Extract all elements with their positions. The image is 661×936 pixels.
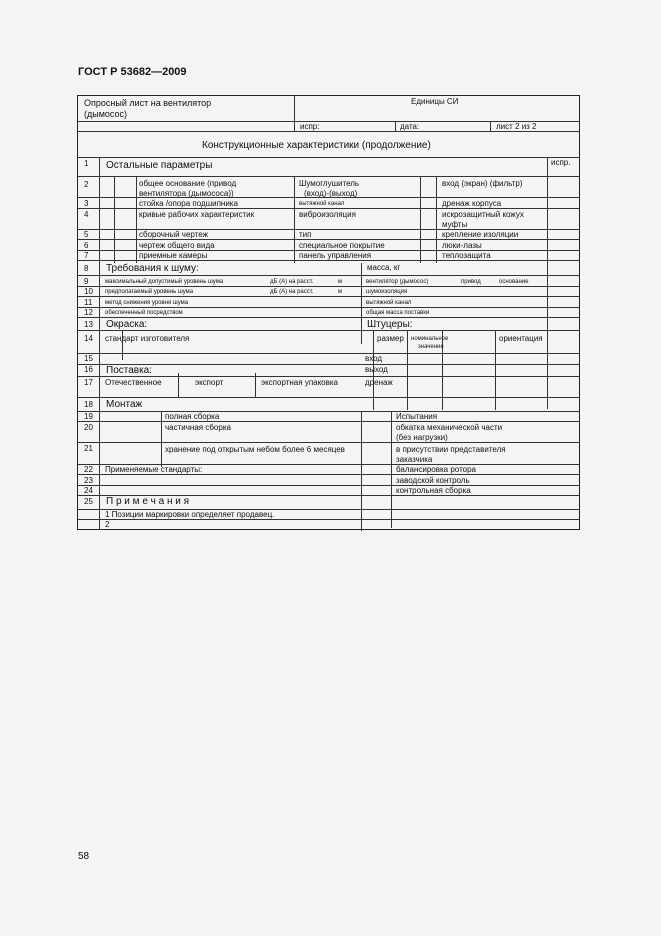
row-number: 8: [84, 264, 89, 273]
provided-by-label: обеспеченный посредством: [105, 310, 183, 316]
delivery-export-packing: экспортная упаковка: [261, 378, 339, 387]
row-number: 25: [84, 497, 93, 506]
sheet-number: лист 2 из 2: [496, 122, 537, 131]
rule: [495, 330, 496, 410]
page-number: 58: [78, 851, 90, 862]
row-number: 6: [84, 241, 89, 250]
option-silencer: Шумоглушитель: [299, 179, 360, 188]
option-exhaust-duct: вытяжной канал: [299, 201, 345, 207]
rule: [78, 176, 579, 177]
option-insulation-mounting: крепление изоляции: [442, 230, 519, 239]
option-customer-witness: в присутствии представителя: [396, 445, 506, 454]
rule: [78, 519, 579, 520]
rule: [490, 121, 491, 131]
row-number: 3: [84, 199, 89, 208]
section-notes: П р и м е ч а н и я: [106, 496, 190, 507]
row-number: 15: [84, 354, 93, 363]
option-factory-inspection: заводской контроль: [396, 476, 470, 485]
connection-inlet: вход: [365, 354, 383, 363]
mass-sound-insulation-label: шумоизоляция: [366, 289, 408, 295]
section-installation: Монтаж: [106, 399, 143, 410]
row-number: 13: [84, 320, 93, 329]
total-shipping-mass-label: общая масса поставки: [366, 310, 430, 316]
option-test-assembly: контрольная сборка: [396, 486, 471, 495]
rule: [78, 239, 579, 240]
rule: [361, 263, 362, 344]
option-performance-curves: кривые рабочих характеристик: [139, 210, 255, 219]
option-manholes: люки-лазы: [442, 241, 482, 250]
row-number: 21: [84, 444, 93, 453]
mass-exhaust-duct-label: вытяжной канал: [366, 300, 412, 306]
form-title: Опросный лист на вентилятор: [84, 98, 212, 108]
meters-unit: м: [338, 279, 343, 285]
row-number: 11: [84, 298, 93, 307]
revision-field[interactable]: испр:: [300, 122, 320, 131]
rule: [78, 307, 579, 308]
section-delivery: Поставка:: [106, 365, 153, 376]
rule: [78, 275, 579, 276]
rule: [78, 485, 579, 486]
row-number: 17: [84, 378, 93, 387]
row-number: 23: [84, 476, 93, 485]
option-customer-witness-cont: заказчика: [396, 455, 433, 464]
rule: [161, 411, 162, 467]
noise-db-distance-label: дБ (А) на расст.: [270, 279, 314, 285]
row-number: 22: [84, 465, 93, 474]
row-number: 12: [84, 308, 93, 317]
section-testing: Испытания: [396, 412, 438, 421]
rule: [395, 121, 396, 131]
row-number: 4: [84, 210, 89, 219]
connection-nominal-header-cont: значение: [418, 344, 444, 350]
row-number: 1: [84, 159, 89, 168]
max-noise-level-label: максимальный допустимый уровень шума: [105, 279, 224, 285]
section-noise-requirements: Требования к шуму:: [106, 263, 199, 274]
rule: [361, 411, 362, 531]
row-number: 18: [84, 400, 93, 409]
row-number: 20: [84, 423, 93, 432]
connection-drain: дренаж: [365, 378, 393, 387]
revision-column-label: испр.: [551, 158, 571, 167]
row-number: 7: [84, 251, 89, 260]
rule: [420, 176, 421, 263]
option-inlet-screen-filter: вход (экран) (фильтр): [442, 179, 523, 188]
date-field[interactable]: дата:: [400, 122, 420, 131]
units-label: Единицы СИ: [411, 97, 459, 106]
rule: [391, 411, 392, 528]
option-partial-assembly: частичная сборка: [165, 423, 231, 432]
rule: [78, 474, 579, 475]
rule: [78, 364, 579, 365]
rule: [136, 176, 137, 263]
rule: [436, 176, 437, 263]
row-number: 10: [84, 287, 93, 296]
option-assembly-drawing: сборочный чертеж: [139, 230, 208, 239]
rule: [407, 330, 408, 410]
expected-noise-level-label: предполагаемый уровень шума: [105, 289, 194, 295]
connection-outlet: выход: [365, 365, 388, 374]
rule: [78, 131, 579, 132]
rule: [78, 353, 579, 354]
rule: [78, 260, 579, 261]
rule: [78, 442, 579, 443]
row-number: 14: [84, 334, 93, 343]
note-1: 1 Позиции маркировки определяет продавец.: [105, 510, 275, 519]
rule: [99, 157, 100, 530]
mass-label: масса, кг: [367, 263, 401, 272]
option-full-assembly: полная сборка: [165, 412, 220, 421]
row-number: 24: [84, 486, 93, 495]
rule: [78, 421, 579, 422]
row-number: 2: [84, 180, 89, 189]
rule: [114, 176, 115, 263]
option-inlet-boxes: приемные камеры: [139, 251, 208, 260]
option-special-coating: специальное покрытие: [299, 241, 385, 250]
questionnaire-form: [77, 95, 580, 530]
rule: [78, 376, 579, 377]
option-silencer-cont: (вход)-(выход): [304, 189, 358, 198]
rule: [78, 296, 579, 297]
section-connections: Штуцеры:: [367, 319, 413, 330]
note-2: 2: [105, 520, 110, 529]
connection-nominal-header: номинальное: [411, 336, 449, 342]
rule: [294, 96, 295, 131]
rule: [547, 157, 548, 409]
connection-orientation-header: ориентация: [499, 334, 543, 343]
option-general-drawing: чертеж общего вида: [139, 241, 215, 250]
rule: [178, 373, 179, 398]
rule: [78, 317, 579, 318]
form-title-subtitle: (дымосос): [84, 109, 128, 119]
section-title: Конструкционные характеристики (продолжение): [202, 140, 431, 151]
option-common-base-cont: вентилятора (дымососа)): [139, 189, 234, 198]
option-heat-shield: теплозащита: [442, 251, 491, 260]
option-spark-guard: искрозащитный кожух: [442, 210, 524, 219]
option-type: тип: [299, 230, 312, 239]
section-painting: Окраска:: [106, 319, 148, 330]
mass-drive-label: привод: [461, 279, 481, 285]
option-rotor-balancing: балансировка ротора: [396, 465, 476, 474]
noise-reduction-method-label: метод снижения уровня шума: [105, 300, 189, 306]
section-other-parameters: Остальные параметры: [106, 160, 213, 171]
option-spark-guard-cont: муфты: [442, 220, 468, 229]
row-number: 19: [84, 412, 93, 421]
option-casing-drain: дренаж корпуса: [442, 199, 502, 208]
document-header: ГОСТ Р 53682—2009: [78, 66, 187, 78]
option-common-base: общее основание (привод: [139, 179, 237, 188]
rule: [78, 397, 579, 398]
delivery-domestic: Отечественное: [105, 378, 162, 387]
mass-fan-label: вентилятор (дымосос): [366, 279, 429, 285]
option-mechanical-run-test: обкатка механической части: [396, 423, 503, 432]
row-number: 5: [84, 230, 89, 239]
rule: [255, 373, 256, 398]
option-control-panel: панель управления: [299, 251, 372, 260]
rule: [78, 157, 579, 158]
rule: [78, 286, 579, 287]
mass-base-label: основание: [499, 279, 529, 285]
rule: [294, 176, 295, 263]
option-bearing-pedestal: стойка /опора подшипника: [139, 199, 238, 208]
delivery-export: экспорт: [195, 378, 224, 387]
manufacturer-standard: стандарт изготовителя: [105, 334, 190, 343]
meters-unit: м: [338, 289, 343, 295]
rule: [78, 330, 579, 331]
row-number: 16: [84, 365, 93, 374]
connection-size-header: размер: [377, 334, 404, 343]
row-number: 9: [84, 277, 89, 286]
rule: [78, 411, 579, 412]
applicable-standards-label: Применяемые стандарты:: [105, 465, 203, 474]
rule: [78, 208, 579, 209]
option-mechanical-run-test-cont: (без нагрузки): [396, 433, 448, 442]
option-vibration-isolation: виброизоляция: [299, 210, 356, 219]
noise-db-distance-label: дБ (А) на расст.: [270, 289, 314, 295]
option-outdoor-storage: хранение под открытым небом более 6 месяцев: [165, 445, 345, 454]
rule: [442, 330, 443, 410]
